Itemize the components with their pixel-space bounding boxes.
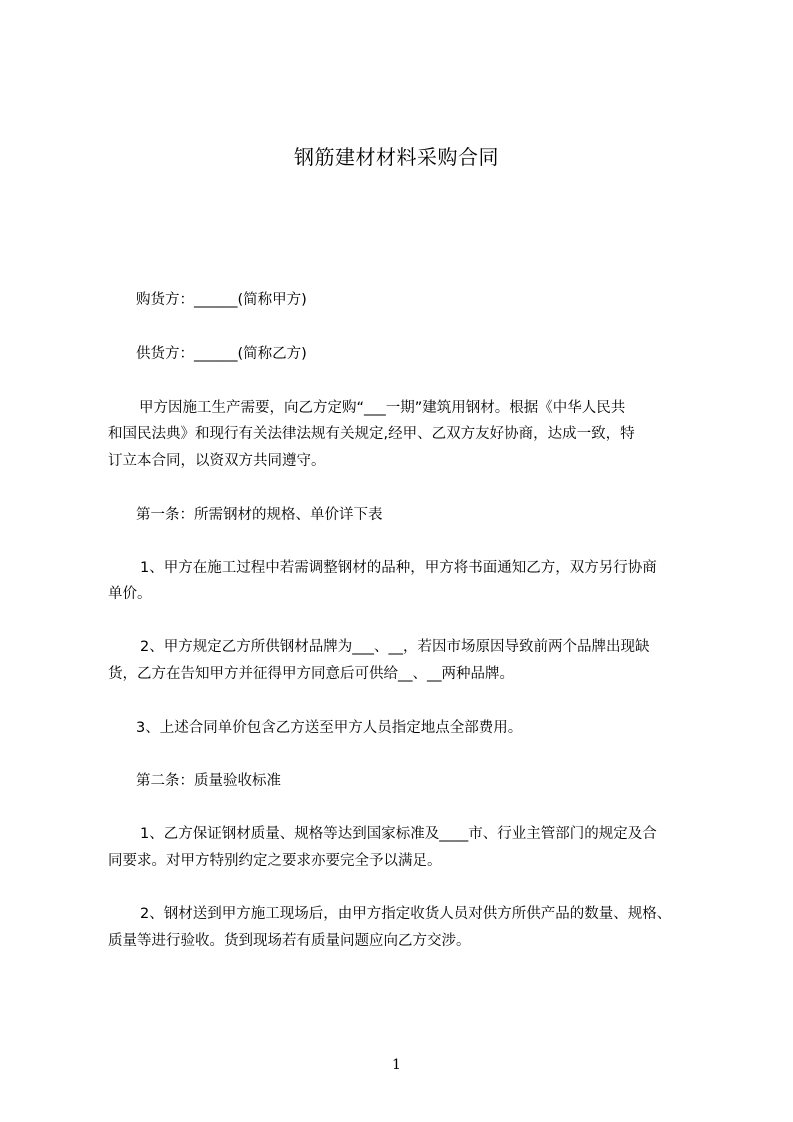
paragraph-line: 货，乙方在告知甲方并征得甲方同意后可供给__、__两种品牌。 (108, 666, 514, 682)
preamble-line: 订立本合同，以资双方共同遵守。 (108, 453, 326, 469)
paragraph-line: 同要求。对甲方特别约定之要求亦要完全予以满足。 (108, 853, 442, 869)
preamble-line: 和国民法典》和现行有关法律法规有关规定,经甲、乙双方友好协商，达成一致，特 (108, 426, 635, 442)
paragraph-line: 单价。 (108, 586, 152, 602)
article-2-heading: 第二条：质量验收标准 (136, 773, 281, 789)
article-1-item-3: 3、上述合同单价包含乙方送至甲方人员指定地点全部费用。 (136, 720, 523, 736)
preamble-line: 甲方因施工生产需要，向乙方定购“___一期”建筑用钢材。根据《中华人民共 (139, 400, 626, 416)
paragraph-line: 质量等进行验收。货到现场若有质量问题应向乙方交涉。 (108, 933, 471, 949)
page-number: 1 (392, 1057, 401, 1073)
paragraph-line: 1、乙方保证钢材质量、规格等达到国家标准及____市、行业主管部门的规定及合 (140, 826, 657, 842)
article-1-heading: 第一条：所需钢材的规格、单价详下表 (136, 507, 383, 523)
paragraph-line: 1、甲方在施工过程中若需调整钢材的品种，甲方将书面通知乙方，双方另行协商 (140, 560, 657, 576)
buyer-line: 购货方：______(简称甲方) (136, 292, 307, 308)
document-title: 钢筋建材材料采购合同 (294, 145, 499, 169)
paragraph-line: 2、钢材送到甲方施工现场后，由甲方指定收货人员对供方所供产品的数量、规格、 (140, 906, 672, 922)
supplier-line: 供货方：______(简称乙方) (136, 346, 307, 362)
paragraph-line: 2、甲方规定乙方所供钢材品牌为___、__，若因市场原因导致前两个品牌出现缺 (140, 639, 650, 655)
